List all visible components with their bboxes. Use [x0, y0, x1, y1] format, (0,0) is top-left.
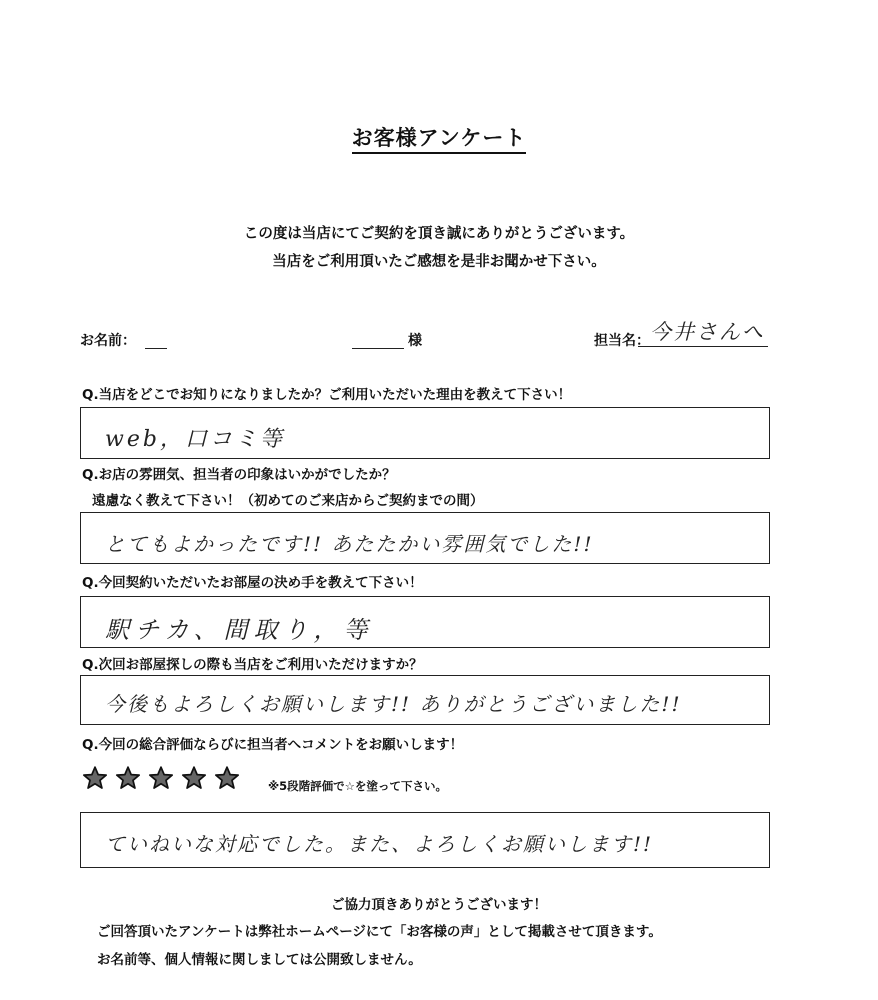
name-field[interactable] [352, 330, 404, 349]
star-icon[interactable] [148, 765, 174, 791]
staff-label: 担当名： [594, 333, 650, 349]
answer-2-handwritten: とてもよかったです!! あたたかい雰囲気でした!! [105, 532, 594, 556]
staff-handwritten: 今井さんへ [650, 320, 765, 344]
answer-box-4[interactable] [80, 675, 770, 725]
question-2: Q.お店の雰囲気、担当者の印象はいかがでしたか？ [82, 467, 396, 483]
answer-1-handwritten: web，口コミ等 [105, 427, 285, 452]
intro-line-2: 当店をご利用頂いたご感想を是非お聞かせ下さい。 [272, 254, 606, 270]
staff-field[interactable] [638, 320, 768, 347]
answer-box-1[interactable] [80, 407, 770, 459]
honorific: 様 [408, 333, 422, 349]
star-icon[interactable] [82, 765, 108, 791]
question-2-line-2: 遠慮なく教えて下さい！（初めてのご来店からご契約までの間） [92, 493, 484, 509]
question-4: Q.次回お部屋探しの際も当店をご利用いただけますか？ [82, 657, 423, 673]
footer-line-2: お名前等、個人情報に関しましては公開致しません。 [97, 952, 422, 968]
question-3: Q.今回契約いただいたお部屋の決め手を教えて下さい！ [82, 575, 423, 591]
answer-box-2[interactable] [80, 512, 770, 564]
answer-3-handwritten: 駅チカ、間取り，等 [105, 616, 374, 644]
star-icon[interactable] [214, 765, 240, 791]
closing-message: ご協力頂きありがとうございます！ [331, 897, 547, 913]
answer-5-handwritten: ていねいな対応でした。また、よろしくお願いします!! [105, 832, 654, 856]
rating-note: ※5段階評価で☆を塗って下さい。 [268, 779, 447, 793]
star-icon[interactable] [115, 765, 141, 791]
answer-4-handwritten: 今後もよろしくお願いします!! ありがとうございました!! [105, 692, 682, 716]
name-label: お名前： [80, 333, 136, 349]
answer-box-5[interactable] [80, 812, 770, 868]
question-1: Q.当店をどこでお知りになりましたか？ご利用いただいた理由を教えて下さい！ [82, 387, 572, 403]
name-underline-1 [145, 330, 167, 349]
intro-line-1: この度は当店にてご契約を頂き誠にありがとうございます。 [243, 226, 635, 242]
footer-line-1: ご回答頂いたアンケートは弊社ホームページにて「お客様の声」として掲載させて頂きます。 [97, 924, 662, 940]
star-icon[interactable] [181, 765, 207, 791]
answer-box-3[interactable] [80, 596, 770, 648]
page-title: お客様アンケート [0, 122, 878, 152]
question-5: Q.今回の総合評価ならびに担当者へコメントをお願いします！ [82, 737, 464, 753]
rating-stars[interactable] [82, 765, 240, 791]
